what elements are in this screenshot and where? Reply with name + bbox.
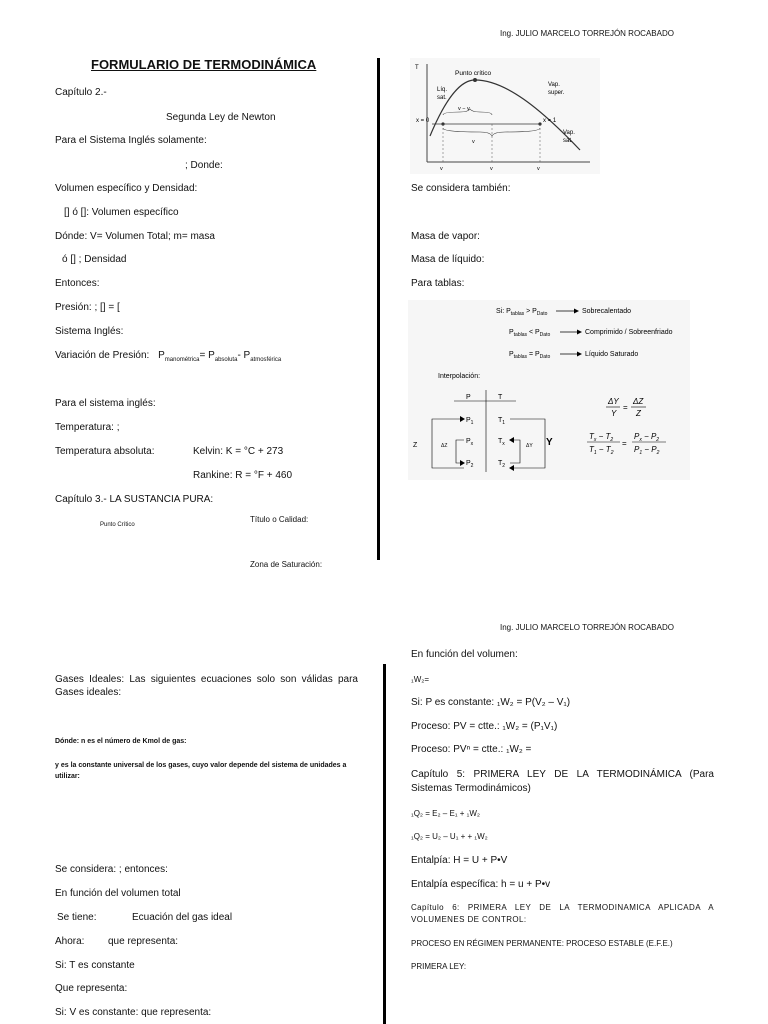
vap-sat-label: Vap. [563,130,575,136]
also-considered: Se considera también: [411,183,511,194]
column-divider [377,58,380,560]
saturation-zone: Zona de Saturación: [250,560,323,569]
chapter-5: Capítulo 5: PRIMERA LEY DE LA TERMODINÁMICA (Para Sistemas Termodinámicos) [411,769,714,794]
process-pv: Proceso: PV = ctte.: ₁W₂ = (P₁V₁) [411,721,558,732]
first-law-heading: PRIMERA LEY: [411,962,467,971]
critical-point-label: Punto crítico [455,70,492,77]
svg-text:P: P [466,394,471,401]
svg-text:P1: $P_1$ [466,417,474,426]
dy-label: ΔY [526,443,533,449]
donde: ; Donde: [185,160,223,171]
english-system: Para el Sistema Inglés solamente: [55,135,207,146]
density: ó [] ; Densidad [62,254,127,265]
svg-text:Tx − T2: $T_x - T_2$ [589,432,614,443]
gas-constant-note: y es la constante universal de los gases, cuyo valor depende del sistema de unidades a utilizar: [55,762,347,780]
v-label: v [490,166,493,172]
vf-label: v [440,166,443,172]
author-header: Ing. JULIO MARCELO TORREJÓN ROCABADO [500,29,674,38]
quality: Título o Calidad: [250,515,309,524]
svg-text:Px − P2: $P_x - P_2$ [634,432,660,443]
rule-1-result: Sobrecalentado [582,308,632,315]
svg-text:ΔZ: ΔZ [633,397,644,406]
kmol-note: Dónde: n es el número de Kmol de gas: [55,738,187,745]
author-header-2: Ing. JULIO MARCELO TORREJÓN ROCABADO [500,623,674,632]
x0-label: x = 0 [416,118,430,124]
rule-3-result: Líquido Saturado [585,351,639,358]
chapter-3: Capítulo 3.- LA SUSTANCIA PURA: [55,494,214,505]
svg-text:Px: $P_x$ [466,438,474,447]
first-law-1: ₁Q₂ = E₂ – E₁ + ₁W₂ [411,809,480,818]
for-tables: Para tablas: [411,278,465,289]
process-pvn: Proceso: PVⁿ = ctte.: ₁W₂ = [411,744,532,755]
t-constant: Si: T es constante [55,960,135,971]
specific-enthalpy: Entalpía específica: h = u + P•v [411,879,551,890]
svg-text:=: = [623,403,628,412]
axis-t: T [415,65,419,71]
x1-label: x = 1 [543,118,557,124]
entonces: Entonces: [55,278,100,289]
vg-label: v [537,166,540,172]
rule-2-result: Comprimido / Sobreenfriado [585,329,673,336]
v-constant: Si: V es constante: que representa: [55,1007,212,1018]
vap-sat-label-2: sat. [563,138,573,144]
temperature: Temperatura: ; [55,422,120,433]
rule-1: Si: $P_{tablas} > P_{Dato}$ [496,308,548,317]
svg-text:Z: Z [636,409,641,418]
vap-label: Vap. [548,82,560,88]
svg-text:=: = [622,439,627,448]
svg-text:T1 − T2: $T_1 - T_2$ [589,445,614,456]
kelvin: Kelvin: K = °C + 273 [193,446,284,457]
v-minus-label: v − v [458,106,470,112]
total-volume: Dónde: V= Volumen Total; m= masa [55,231,215,242]
liq-sat-label: sat. [437,95,447,101]
vapor-mass: Masa de vapor: [411,231,480,242]
z-label: Z [413,442,418,449]
pressure-variation-formula: $P_{manométrica}= P_{absoluta}-$ $P_{atmosférica}$ [158,350,282,363]
enthalpy: Entalpía: H = U + P•V [411,855,508,866]
first-law-2: ₁Q₂ = U₂ – U₁ + + ₁W₂ [411,832,488,841]
english-system-2: Sistema Inglés: [55,326,124,337]
pressure-variation-label: Variación de Presión: [55,350,150,361]
dz-label: ΔZ [441,443,448,449]
rule-2: $P_{tablas} < P_{Dato}$ [509,329,551,338]
critical-point: Punto Crítico [100,522,135,528]
pressure: Presión: ; [] = [ [55,302,120,313]
se-considera: Se considera: ; entonces: [55,864,168,875]
ahora: Ahora: [55,936,85,947]
specific-volume: [] ó []: Volumen específico [64,207,179,218]
tv-diagram [410,58,600,174]
absolute-temperature: Temperatura absoluta: [55,446,155,457]
svg-text:Y: Y [611,409,617,418]
volume-function: En función del volumen: [411,649,518,660]
liq-label: Líq. [437,87,448,93]
work-1-2: ₁W₂= [411,675,430,684]
vfg-label: v [472,139,475,145]
rankine: Rankine: R = °F + 460 [193,470,293,481]
svg-text:Tx: $T_x$ [498,438,505,447]
steady-process: PROCESO EN RÉGIMEN PERMANENTE: PROCESO ESTABLE (E.F.E.) [411,939,673,948]
rule-3: $P_{tablas} = P_{Dato}$ [509,351,551,360]
pressure-variation [55,350,281,363]
ideal-gases: Gases Ideales: Las siguientes ecuaciones solo son válidas para Gases ideales: [55,674,358,698]
newton-law: Segunda Ley de Newton [166,112,276,123]
se-tiene: Se tiene: [57,912,97,923]
p-constant: Si: P es constante: ₁W₂ = P(V₂ – V₁) [411,697,571,708]
ideal-gas-equation: Ecuación del gas ideal [132,912,233,923]
vap-super-label: super. [548,90,565,96]
chapter-6: Capítulo 6: PRIMERA LEY DE LA TERMODINAMICA APLICADA A VOLUMENES DE CONTROL: [411,903,714,924]
liquid-mass: Masa de líquido: [411,254,485,265]
svg-text:P2: $P_2$ [466,460,474,469]
page-title: FORMULARIO DE TERMODINÁMICA [91,57,317,72]
column-divider-2 [383,664,386,1024]
chapter-2: Capítulo 2.- [55,87,107,98]
svg-text:T1: $T_1$ [498,417,506,426]
specific-volume-heading: Volumen específico y Densidad: [55,183,198,194]
que-representa-2: Que representa: [55,983,128,994]
svg-text:T: T [498,394,503,401]
svg-text:T2: $T_2$ [498,460,506,469]
que-representa-1: que representa: [108,936,179,947]
svg-text:P1 − P2: $P_1 - P_2$ [634,445,660,456]
svg-text:ΔY: ΔY [608,397,619,406]
tables-panel [408,300,690,480]
total-volume-function: En función del volumen total [55,888,181,899]
english-system-3: Para el sistema inglés: [55,398,156,409]
interpolation-label: Interpolación: [438,373,481,380]
y-label: Y [546,437,553,448]
